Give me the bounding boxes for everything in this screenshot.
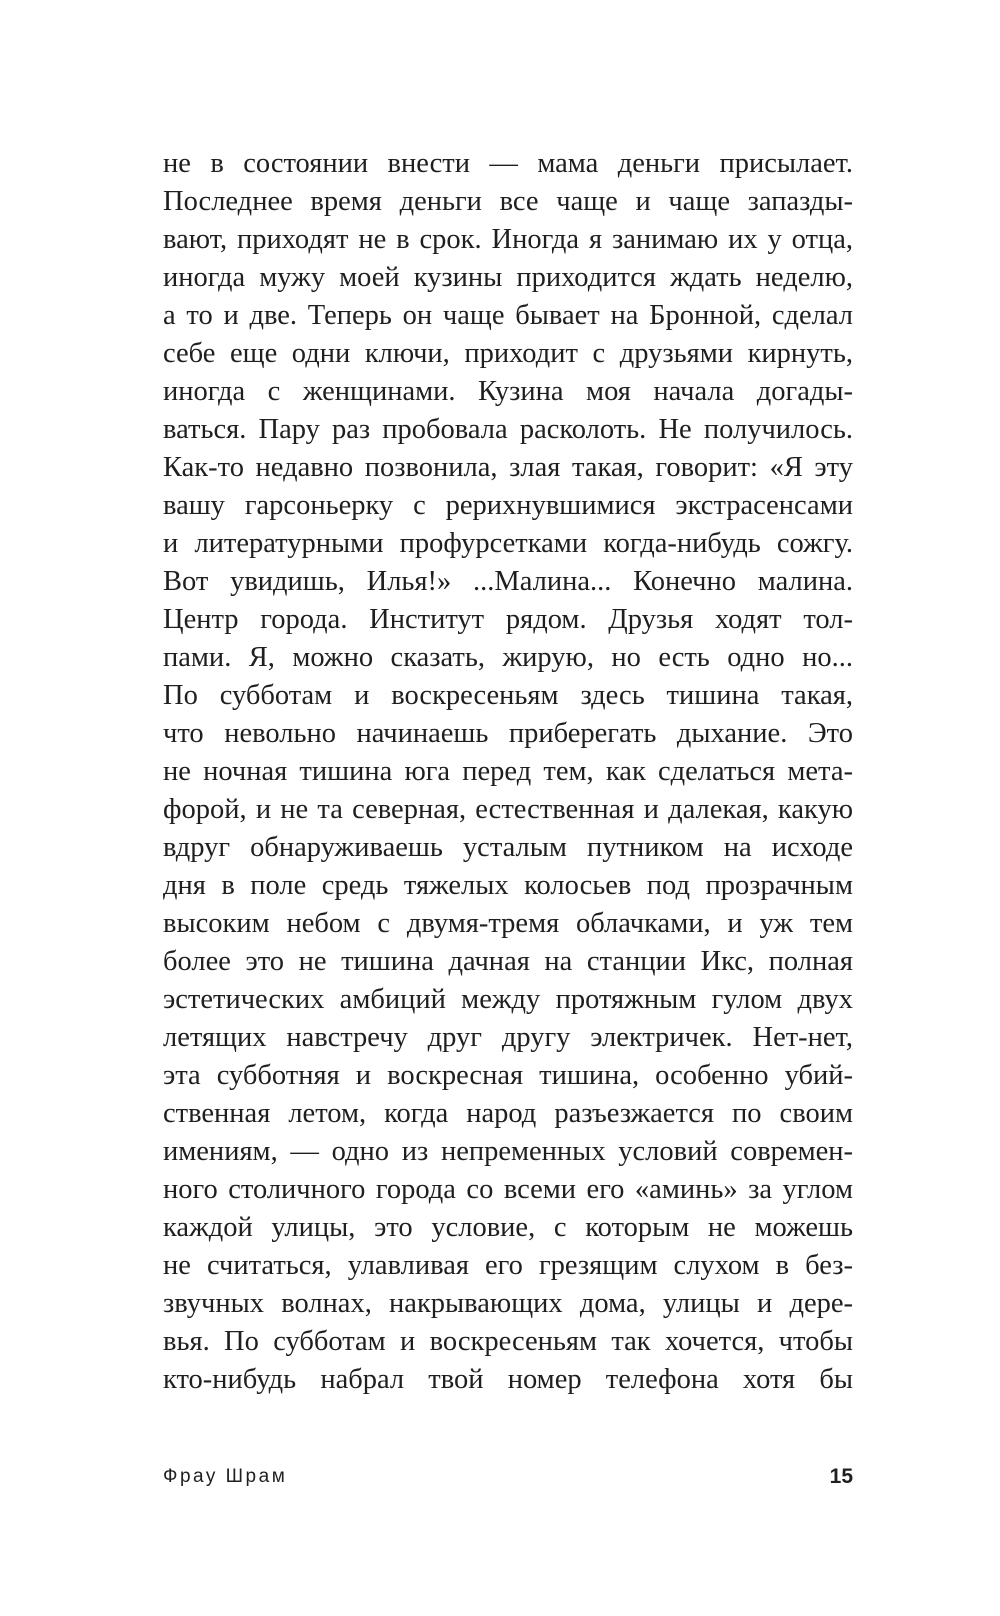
text-line: каждой улицы, это условие, с которым не можешь: [163, 1212, 853, 1243]
text-line: Как-то недавно позвонила, злая такая, говорит: «Я эту: [163, 452, 853, 483]
text-line: форой, и не та северная, естественная и далекая, какую: [163, 794, 853, 825]
text-line: имениям, — одно из непременных условий современ-: [163, 1136, 853, 1167]
text-line: не ночная тишина юга перед тем, как сделаться мета-: [163, 756, 853, 787]
text-line: ственная летом, когда народ разъезжается по своим: [163, 1098, 853, 1129]
text-line: Центр города. Институт рядом. Друзья ходят тол-: [163, 604, 853, 635]
text-line: вья. По субботам и воскресеньям так хочется, чтобы: [163, 1326, 853, 1357]
text-line: летящих навстречу друг другу электричек. Нет-нет,: [163, 1022, 853, 1053]
text-line: эта субботняя и воскресная тишина, особенно убий-: [163, 1060, 853, 1091]
text-line: вдруг обнаруживаешь усталым путником на исходе: [163, 832, 853, 863]
text-line: По субботам и воскресеньям здесь тишина такая,: [163, 680, 853, 711]
text-line: вают, приходят не в срок. Иногда я занимаю их у отца,: [163, 224, 853, 255]
text-line: кто-нибудь набрал твой номер телефона хотя бы: [163, 1364, 853, 1395]
text-line: не считаться, улавливая его грезящим слухом в без-: [163, 1250, 853, 1281]
text-line: и литературными профурсетками когда-нибудь сожгу.: [163, 528, 853, 559]
text-line: звучных волнах, накрывающих дома, улицы и дере-: [163, 1288, 853, 1319]
text-line: себе еще одни ключи, приходит с друзьями кирнуть,: [163, 338, 853, 369]
text-line: высоким небом с двумя-тремя облачками, и уж тем: [163, 908, 853, 939]
text-line: Последнее время деньги все чаще и чаще запазды-: [163, 186, 853, 217]
text-line: пами. Я, можно сказать, жирую, но есть одно но...: [163, 642, 853, 673]
text-line: дня в поле средь тяжелых колосьев под прозрачным: [163, 870, 853, 901]
text-line: Вот увидишь, Илья!» ...Малина... Конечно малина.: [163, 566, 853, 597]
text-line: иногда мужу моей кузины приходится ждать неделю,: [163, 262, 853, 293]
text-line: ваться. Пару раз пробовала расколоть. Не получилось.: [163, 414, 853, 445]
text-line: а то и две. Теперь он чаще бывает на Бронной, сделал: [163, 300, 853, 331]
page-number: 15: [829, 1465, 853, 1488]
page-footer: [163, 1462, 853, 1492]
text-line: эстетических амбиций между протяжным гулом двух: [163, 984, 853, 1015]
body-text: [163, 145, 853, 1399]
text-line: что невольно начинаешь приберегать дыхание. Это: [163, 718, 853, 749]
text-line: более это не тишина дачная на станции Икс, полная: [163, 946, 853, 977]
running-title: Фрау Шрам: [163, 1466, 288, 1487]
text-line: иногда с женщинами. Кузина моя начала догады-: [163, 376, 853, 407]
text-line: ного столичного города со всеми его «аминь» за углом: [163, 1174, 853, 1205]
text-line: вашу гарсоньерку с рерихнувшимися экстрасенсами: [163, 490, 853, 521]
text-line: не в состоянии внести — мама деньги присылает.: [163, 148, 853, 179]
